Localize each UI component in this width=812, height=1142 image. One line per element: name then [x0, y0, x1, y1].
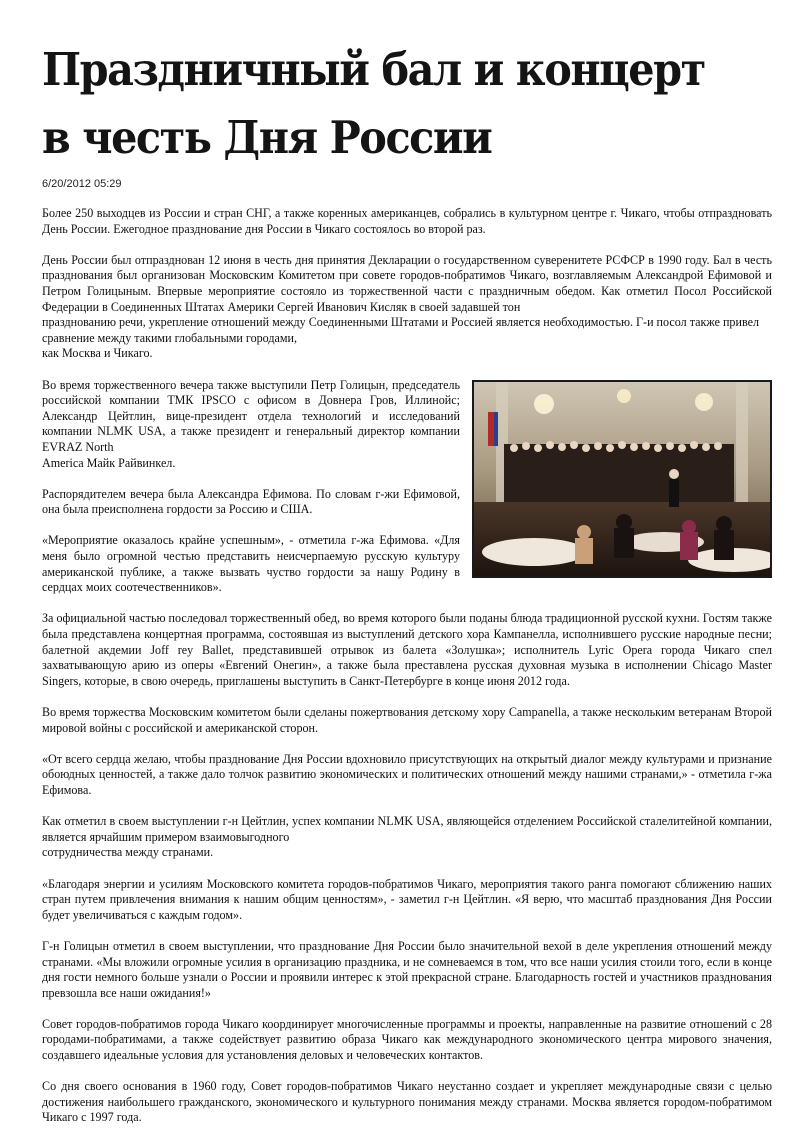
paragraph-9 [42, 814, 772, 861]
concert-photo-image [474, 382, 770, 576]
concert-photo [472, 380, 772, 578]
paragraph-13: Со дня своего основания в 1960 году, Совет городов-побратимов Чикаго неустанно создает и укрепляет международные связи с целью достижения наибольшего гражданского, экономического и культурного понимания между странами. Москва является городом-побратимом Чикаго с 1997 года. [42, 1079, 772, 1125]
paragraph-4: Распорядителем вечера была Александра Ефимова. По словам г-жи Ефимовой, она была преисполнена гордости за Россию и США. [42, 486, 460, 517]
article-title: Праздничный бал и концерт в честь Дня России [42, 43, 705, 164]
paragraph-3-part-1: Во время торжественного вечера также выступили Петр Голицын, председатель российской компании ТМК IPSCO с офисом в Довнера Гров, Иллинойс; Александр Цейтлин, вице-президент отдела технологий и исследований компании NLMK USA, а также президент и генеральный директор компании EVRAZ North [42, 377, 460, 454]
paragraph-2-part-3: как Москва и Чикаго. [42, 346, 153, 361]
paragraph-3-part-2: America Майк Райвинкел. [42, 455, 176, 470]
paragraph-6: За официальной частью последовал торжественный обед, во время которого были поданы блюда традиционной русской кухни. Гостям также была представлена концертная программа, состоявшая из выступлений детского хора Кампанелла, исполнившего русские народные песни; балетной акдемии Joff rey Ballet, представившей отрывок из балета «Золушка»; исполнитель Lyric Opera города Чикаго спел захватывающую арию из оперы «Евгений Онегин», а также была преставлена русская духовная музыка в исполнении Chicago Master Singers, которые, в свою очередь, приглашены выступить в Санкт-Петербурге в конце июня 2012 года. [42, 611, 772, 688]
paragraph-9-part-2: сотрудничества между странами. [42, 845, 214, 860]
article-date: 6/20/2012 05:29 [42, 178, 122, 190]
paragraph-12: Совет городов-побратимов города Чикаго координирует многочисленные программы и проекты, направленные на развитие отношений с 28 городами-побратимами, а также содействует развитию образа Чикаго как международного экономического центра мирового значения, создавшего идеальные условия для установления деловых и человеческих контактов. [42, 1016, 772, 1063]
paragraph-9-part-1: Как отметил в своем выступлении г-н Цейтлин, успех компании NLMK USA, являющейся отделением Российской сталелитейной компании, является ярчайшим примером взаимовыгодного [42, 814, 772, 844]
paragraph-8: «От всего сердца желаю, чтобы празднование Дня России вдохновило присутствующих на открытый диалог между культурами и признание обоюдных ценностей, а также дало толчок развитию экономических и политических отношений между нашими странами,» - отметила г-жа Ефимова. [42, 751, 772, 797]
paragraph-2-part-1: День России был отпразднован 12 июня в честь дня принятия Декларации о государственном суверенитете РСФСР в 1990 году. Бал в честь празднования был организован Московским Комитетом при совете городов-побратимов Чикаго, возглавляемым Александрой Ефимовой и Петром Голицыным. Впервые мероприятие состояло из торжественной части с праздничным обедом. Как отметил Посол Российской Федерации в Соединенных Штатах Америки Сергей Иванович Кисляк в своей задавшей тон [42, 252, 772, 314]
article-body [42, 206, 772, 1142]
paragraph-10: «Благодаря энергии и усилиям Московского комитета городов-побратимов Чикаго, мероприятия такого ранга помогают сближению наших стран путем привлечения внимания к нашим общим ценностям», - заметил г-н Цейтлин. «Я верю, что масштаб празднования Дня России будет увеличиваться с каждым годом». [42, 876, 772, 922]
paragraph-7: Во время торжества Московским комитетом были сделаны пожертвования детскому хору Campanella, а также нескольким ветеранам Второй мировой войны с российской и американской сторон. [42, 705, 772, 735]
paragraph-2-part-2: празднованию речи, укрепление отношений между Соединенными Штатами и Россией является необходимостью. Г-и посол также привел сравнение между такими глобальными городами, [42, 315, 759, 345]
paragraph-2 [42, 253, 772, 362]
paragraph-11: Г-н Голицын отметил в своем выступлении, что празднование Дня России было значительной вехой в деле укрепления отношений между странами. «Мы вложили огромные усилия в организацию праздника, и не сомневаемся в том, что все наши усилия стоили того, если в конце дня гости немного больше узнали о России и проявили интерес к этой прекрасной стране. Благодарность гостей и участников празднования превзошла все наши ожидания!» [42, 938, 772, 1000]
paragraph-1: Более 250 выходцев из России и стран СНГ, а также коренных американцев, собрались в культурном центре г. Чикаго, чтобы отпраздновать День России. Ежегодное празднование дня России в Чикаго состоялось во второй раз. [42, 206, 772, 236]
paragraph-5: «Мероприятие оказалось крайне успешным», - отметила г-жа Ефимова. «Для меня было огромной честью представить неисчерпаемую русскую культуру американской публике, а также вызвать чуство гордости за нашу Родину в сердцах моих соотечественников». [42, 533, 460, 595]
